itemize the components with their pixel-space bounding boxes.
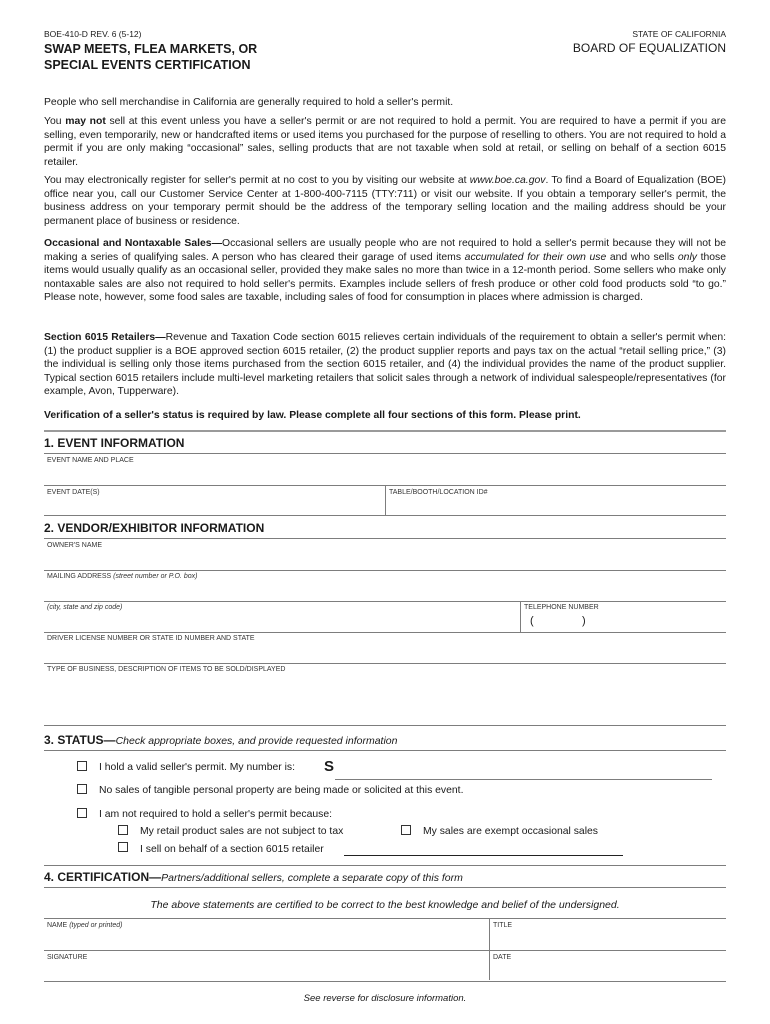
p2-post: sell at this event unless you have a seller's permit or are not required to hold a permit. You are required to have a permit if you are selling, even temporarily, new or handcrafted items or used items you purchased for the purpose of reselling to others. You are not required to hold a permit if you are only making “occasional” sales, selling products that are not taxable when sold at retail, or selling on behalf of a section 6015 retailer. bbox=[44, 116, 726, 168]
no-sales-checkbox[interactable] bbox=[77, 784, 87, 794]
intro-paragraph-3 bbox=[44, 174, 726, 228]
retailer-name-rule bbox=[344, 855, 623, 856]
section-4-title: 4. CERTIFICATION— bbox=[44, 870, 162, 884]
driver-license-field[interactable] bbox=[44, 645, 726, 662]
p3-pre: You may electronically register for seller's permit at no cost to you by visiting our website at bbox=[44, 175, 470, 186]
city-rule bbox=[44, 632, 726, 633]
event-dates-label: EVENT DATE(S) bbox=[47, 489, 100, 496]
permit-number-field[interactable] bbox=[337, 760, 712, 778]
owner-name-rule bbox=[44, 570, 726, 571]
form-title-line2: SPECIAL EVENTS CERTIFICATION bbox=[44, 58, 251, 72]
verification-notice: Verification of a seller's status is required by law. Please complete all four sections of this form. Please print. bbox=[44, 410, 581, 421]
permit-number-rule bbox=[335, 779, 712, 780]
p4-bold: Occasional and Nontaxable Sales— bbox=[44, 238, 222, 249]
date-label: DATE bbox=[493, 954, 512, 961]
driver-license-rule bbox=[44, 663, 726, 664]
intro-paragraph-2 bbox=[44, 115, 726, 169]
business-type-label: TYPE OF BUSINESS, DESCRIPTION OF ITEMS TO BE SOLD/DISPLAYED bbox=[47, 666, 286, 673]
name-title-divider bbox=[489, 918, 490, 980]
no-sales-option: No sales of tangible personal property are being made or solicited at this event. bbox=[99, 785, 464, 796]
mailing-address-field[interactable] bbox=[44, 583, 726, 600]
phone-area-open: ( bbox=[530, 615, 534, 627]
occasional-sales-option: My sales are exempt occasional sales bbox=[423, 826, 598, 837]
section-1-heading: 1. EVENT INFORMATION bbox=[44, 436, 185, 450]
name-top-rule bbox=[44, 918, 726, 919]
owner-name-field[interactable] bbox=[44, 552, 726, 569]
city-state-zip-label: (city, state and zip code) bbox=[47, 604, 123, 611]
p2-bold: may not bbox=[65, 116, 106, 127]
event-dates-divider bbox=[385, 485, 386, 515]
telephone-field[interactable] bbox=[540, 614, 726, 631]
business-type-rule bbox=[44, 725, 726, 726]
section-6015-checkbox[interactable] bbox=[118, 842, 128, 852]
section-3-title: 3. STATUS— bbox=[44, 733, 116, 747]
driver-license-label: DRIVER LICENSE NUMBER OR STATE ID NUMBER AND STATE bbox=[47, 635, 255, 642]
title-label: TITLE bbox=[493, 922, 513, 929]
event-dates-rule bbox=[44, 515, 726, 516]
section-3-rule bbox=[44, 750, 726, 751]
occasional-sales-checkbox[interactable] bbox=[401, 825, 411, 835]
section-6015-paragraph bbox=[44, 331, 726, 399]
telephone-label: TELEPHONE NUMBER bbox=[524, 604, 599, 611]
business-type-field[interactable] bbox=[44, 676, 726, 724]
p4-b: and who sells bbox=[606, 251, 678, 263]
p5-text: Revenue and Taxation Code section 6015 relieves certain individuals of the requirement to obtain a seller's permit when: (1) the product supplier is a BOE approved section 6015 retailer, (2) the product supplier reports and pays tax on the actual “retail selling price,” (3) the individual is selling only those items purchased from the section 6015 retailer, and (4) the individual provides the name of the product supplier. Typical section 6015 retailers include multi-level marketing retailers that solicit sales through a network of individual salespeople/representatives (for example, Avon, Tupperware). bbox=[44, 332, 726, 398]
section-3-bottom-rule bbox=[44, 865, 726, 866]
form-number: BOE-410-D REV. 6 (5-12) bbox=[44, 29, 142, 39]
p4-a: Occasional sellers are usually people who are not required to hold a seller's permit because they will not be making a series of qualifying sales. A person who has cleared their garage of used items bbox=[44, 238, 726, 263]
section-4-rule bbox=[44, 887, 726, 888]
not-taxable-checkbox[interactable] bbox=[118, 825, 128, 835]
signature-field[interactable] bbox=[44, 963, 488, 980]
section-2-heading: 2. VENDOR/EXHIBITOR INFORMATION bbox=[44, 521, 265, 535]
occasional-sales-paragraph bbox=[44, 237, 726, 305]
certification-statement: The above statements are certified to be correct to the best knowledge and belief of the undersigned. bbox=[150, 899, 620, 911]
mailing-address-label bbox=[47, 573, 197, 580]
agency-label: BOARD OF EQUALIZATION bbox=[572, 41, 726, 55]
mailing-hint: (street number or P.O. box) bbox=[113, 573, 198, 580]
p4-it2: only bbox=[677, 251, 697, 263]
p4-it1: accumulated for their own use bbox=[464, 251, 607, 263]
section-6015-option: I sell on behalf of a section 6015 retailer bbox=[140, 844, 324, 855]
event-dates-field[interactable] bbox=[44, 498, 384, 514]
not-required-option: I am not required to hold a seller's permit because: bbox=[99, 809, 333, 820]
section-3-heading bbox=[44, 733, 397, 747]
intro-paragraph-1: People who sell merchandise in California are generally required to hold a seller's permit. bbox=[44, 97, 454, 108]
form-title-line1: SWAP MEETS, FLEA MARKETS, OR bbox=[44, 42, 258, 56]
table-booth-field[interactable] bbox=[388, 498, 726, 514]
p2-pre: You bbox=[44, 116, 66, 127]
not-taxable-option: My retail product sales are not subject to tax bbox=[140, 826, 344, 837]
p4-c: those items would usually qualify as an occasional seller, provided they make sales no more than twice in a 12-month period. Some sellers who make only nontaxable sales are also not required to hold seller's permits. Examples include sellers of fresh produce or other cold food products sold “to go.” Please note, however, some food sales are taxable, including sales of food for consumption in places where admission is charged. bbox=[44, 251, 727, 304]
not-required-checkbox[interactable] bbox=[77, 808, 87, 818]
permit-prefix: S bbox=[324, 758, 335, 775]
seller-permit-checkbox[interactable] bbox=[77, 761, 87, 771]
section-1-top-rule bbox=[44, 430, 726, 432]
event-name-field[interactable] bbox=[44, 467, 726, 484]
seller-permit-option: I hold a valid seller's permit. My number is: bbox=[99, 762, 296, 773]
section-2-rule bbox=[44, 538, 726, 539]
owner-name-label: OWNER'S NAME bbox=[47, 542, 103, 549]
section-4-heading bbox=[44, 870, 463, 884]
retailer-name-field[interactable] bbox=[344, 840, 623, 855]
name-label-text: NAME bbox=[47, 922, 68, 929]
section-1-rule bbox=[44, 453, 726, 454]
section-3-hint: Check appropriate boxes, and provide requested information bbox=[115, 735, 398, 747]
phone-area-close: ) bbox=[582, 615, 586, 627]
section-4-hint: Partners/additional sellers, complete a separate copy of this form bbox=[161, 872, 463, 884]
phone-divider bbox=[520, 601, 521, 632]
city-state-zip-field[interactable] bbox=[44, 614, 518, 631]
p3-post: . To find a Board of Equalization (BOE) office near you, call our Customer Service Center at 1-800-400-7115 (TTY:711) or visit our website. If you obtain a temporary seller's permit, the business address on your temporary permit should be the address of the temporary selling location and the mailing address should be your permanent place of business or residence. bbox=[44, 175, 726, 227]
event-name-label: EVENT NAME AND PLACE bbox=[47, 457, 134, 464]
date-field[interactable] bbox=[492, 963, 726, 980]
mailing-address-rule bbox=[44, 601, 726, 602]
name-bottom-rule bbox=[44, 950, 726, 951]
boe-website-link[interactable]: www.boe.ca.gov bbox=[469, 175, 546, 186]
signature-label: SIGNATURE bbox=[47, 954, 88, 961]
mailing-label-text: MAILING ADDRESS bbox=[47, 573, 112, 580]
disclosure-footer: See reverse for disclosure information. bbox=[303, 993, 467, 1004]
signature-bottom-rule bbox=[44, 981, 726, 982]
state-label: STATE OF CALIFORNIA bbox=[632, 29, 726, 39]
name-label bbox=[47, 922, 123, 929]
name-hint: (typed or printed) bbox=[69, 922, 123, 929]
name-field[interactable] bbox=[44, 932, 488, 949]
title-field[interactable] bbox=[492, 932, 726, 949]
form-title bbox=[44, 41, 344, 73]
table-booth-label: TABLE/BOOTH/LOCATION ID# bbox=[389, 489, 488, 496]
p5-bold: Section 6015 Retailers— bbox=[44, 332, 166, 343]
